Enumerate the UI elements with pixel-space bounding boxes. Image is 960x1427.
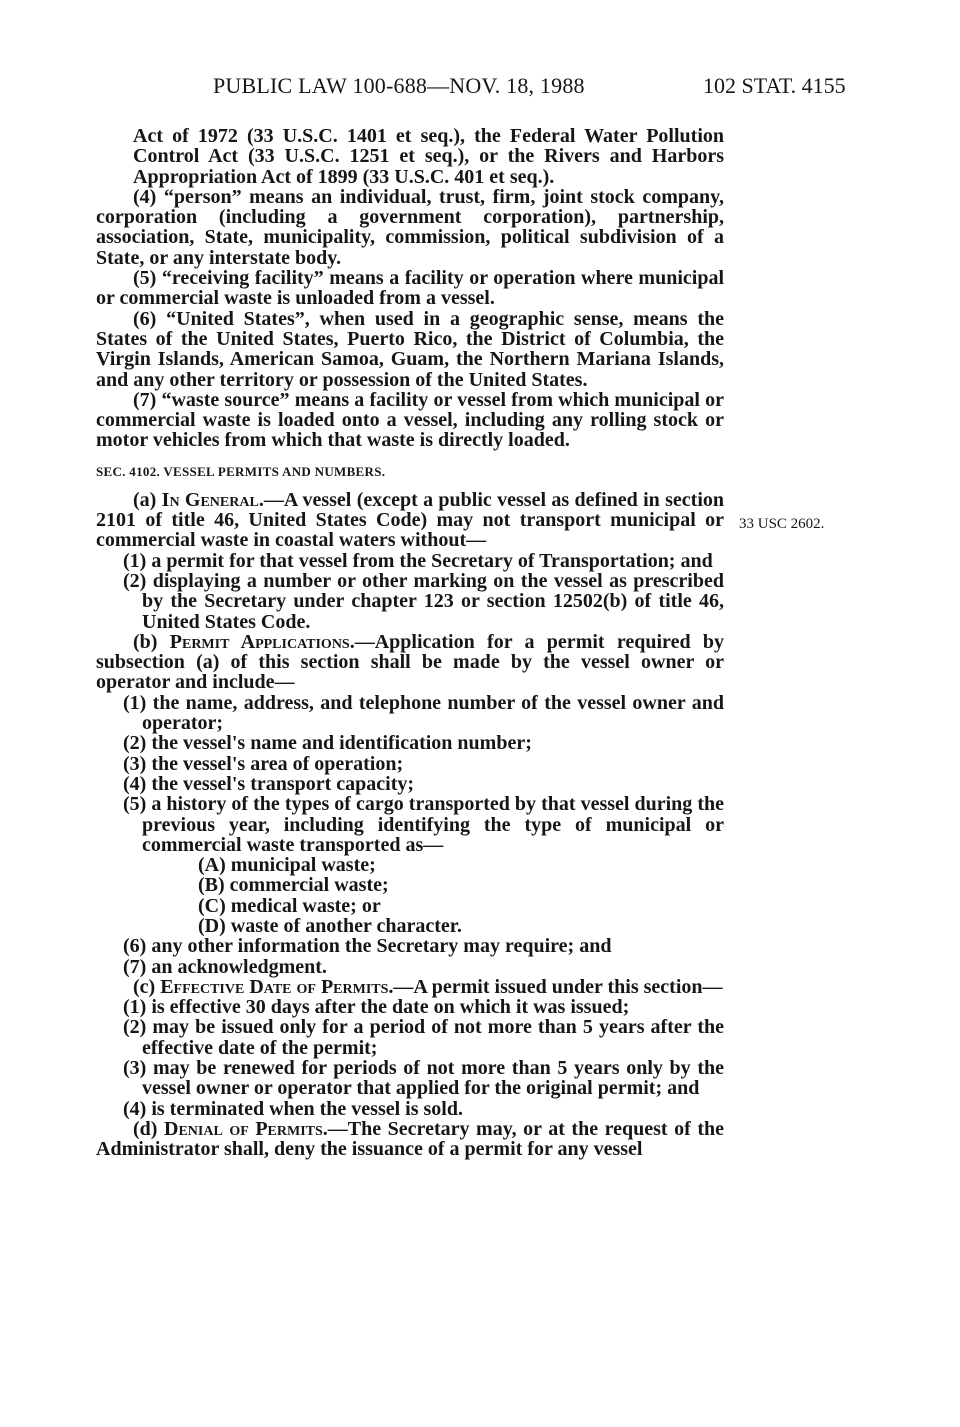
- margin-citation: 33 USC 2602.: [739, 516, 825, 532]
- subsection-b-item-4: (4) the vessel's transport capacity;: [123, 772, 415, 795]
- subsection-b-subitem-b: (B) commercial waste;: [198, 874, 389, 897]
- definition-7: (7) “waste source” means a facility or vessel from which municipal or commercial waste is loaded onto a vessel, including any rolling stock or motor vehicles from which that waste is directly loaded.: [96, 388, 724, 452]
- subsection-b-item-6: (6) any other information the Secretary may require; and: [123, 935, 612, 958]
- subsection-b-title: Permit Applications: [169, 630, 350, 653]
- subsection-c: [96, 977, 724, 997]
- subsection-b-subitem-d: (D) waste of another character.: [198, 914, 462, 937]
- subsection-c-item-4: (4) is terminated when the vessel is sold.: [123, 1097, 463, 1120]
- subsection-b-item-2: (2) the vessel's name and identification number;: [123, 732, 532, 755]
- subsection-a-item-2: (2) displaying a number or other marking on the vessel as prescribed by the Secretary under chapter 123 or section 12502(b) of title 46, United States Code.: [123, 569, 724, 633]
- subsection-d: [96, 1119, 724, 1160]
- body-text: [96, 126, 724, 1160]
- subsection-d-text: .—The Secretary may, or at the request of the Administrator shall, deny the issuance of a permit for any vessel: [96, 1117, 725, 1161]
- subsection-a-item-1: (1) a permit for that vessel from the Secretary of Transportation; and: [123, 549, 713, 572]
- running-header-title: PUBLIC LAW 100-688—NOV. 18, 1988: [213, 73, 585, 98]
- section-heading: SEC. 4102. VESSEL PERMITS AND NUMBERS.: [96, 463, 386, 479]
- definition-6: (6) “United States”, when used in a geographic sense, means the States of the United States, Puerto Rico, the District of Columbia, the Virgin Islands, American Samoa, Guam, the Northern Mariana Islands, and any other territory or possession of the United States.: [96, 307, 724, 391]
- subsection-b: [96, 632, 724, 693]
- subsection-b-subitem-a: (A) municipal waste;: [198, 854, 376, 877]
- subsection-c-item-1: (1) is effective 30 days after the date on which it was issued;: [123, 996, 630, 1019]
- subsection-b-item-1: (1) the name, address, and telephone number of the vessel owner and operator;: [123, 691, 724, 735]
- subsection-d-label: (d): [133, 1117, 158, 1140]
- running-header-page: 102 STAT. 4155: [703, 73, 846, 98]
- definition-continuation: Act of 1972 (33 U.S.C. 1401 et seq.), the Federal Water Pollution Control Act (33 U.S.C. 1251 et seq.), or the Rivers and Harbors Appropriation Act of 1899 (33 U.S.C. 401 et seq.).: [133, 125, 724, 188]
- subsection-c-title: Effective Date of Permits: [160, 975, 389, 998]
- subsection-d-title: Denial of Permits: [164, 1117, 323, 1140]
- subsection-b-item-7: (7) an acknowledgment.: [123, 955, 327, 978]
- subsection-b-subitem-c: (C) medical waste; or: [198, 894, 381, 917]
- definition-4: (4) “person” means an individual, trust, firm, joint stock company, corporation (including a government corporation), partnership, association, State, municipality, commission, political subdivision of a State, or any interstate body.: [96, 185, 724, 269]
- subsection-b-item-3: (3) the vessel's area of operation;: [123, 752, 404, 775]
- subsection-a: [96, 490, 724, 551]
- subsection-c-text: .—A permit issued under this section—: [388, 975, 723, 998]
- subsection-a-label: (a): [133, 488, 157, 511]
- definition-5: (5) “receiving facility” means a facility or operation where municipal or commercial waste is unloaded from a vessel.: [96, 267, 724, 310]
- subsection-c-item-2: (2) may be issued only for a period of not more than 5 years after the effective date of the permit;: [123, 1016, 724, 1059]
- subsection-b-text: .—Application for a permit required by subsection (a) of this section shall be made by the vessel owner or operator and include—: [96, 630, 724, 694]
- subsection-a-title: In General: [161, 488, 259, 511]
- subsection-b-item-5: (5) a history of the types of cargo transported by that vessel during the previous year, including identifying the type of municipal or commercial waste transported as—: [123, 793, 724, 856]
- subsection-c-label: (c): [133, 975, 156, 998]
- subsection-b-label: (b): [133, 630, 158, 653]
- subsection-a-text: .—A vessel (except a public vessel as defined in section 2101 of title 46, United States Code) may not transport municipal or commercial waste in coastal waters without—: [96, 488, 725, 552]
- subsection-c-item-3: (3) may be renewed for periods of not more than 5 years only by the vessel owner or operator that applied for the original permit; and: [123, 1057, 724, 1100]
